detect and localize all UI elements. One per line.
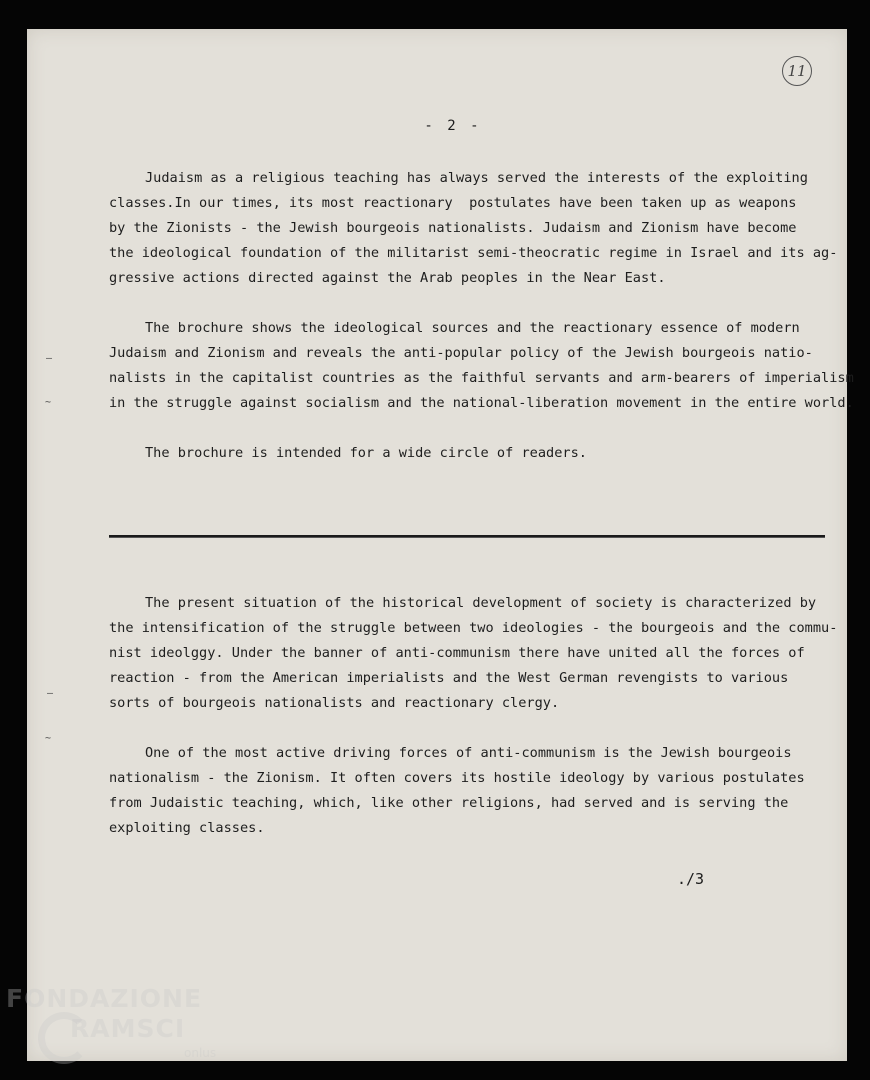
archive-page-number-stamp: 11 — [782, 56, 812, 86]
watermark-line: RAMSCI — [70, 1014, 186, 1043]
text-line: reaction - from the American imperialists and the West German revengists to various — [109, 670, 789, 686]
text-line: gressive actions directed against the Arab peoples in the Near East. — [109, 270, 666, 286]
paragraph-present-situation — [109, 591, 837, 716]
margin-mark: ‒ — [46, 353, 53, 364]
paragraph-driving-forces — [109, 741, 805, 841]
text-line: in the struggle against socialism and the national-liberation movement in the entire world. — [109, 395, 854, 411]
text-line: from Judaistic teaching, which, like other religions, had served and is serving the — [109, 795, 789, 811]
watermark-line: FONDAZIONE — [6, 984, 203, 1013]
margin-mark: ~ — [45, 733, 52, 744]
margin-mark: ‒ — [47, 688, 54, 699]
paragraph-intended-audience — [109, 441, 587, 466]
paragraph-judaism-summary — [109, 166, 837, 291]
page-number: - 2 - — [424, 118, 482, 134]
continuation-marker: ./3 — [677, 870, 705, 888]
text-line: nalists in the capitalist countries as the faithful servants and arm-bearers of imperialism — [109, 370, 854, 386]
text-line: The present situation of the historical development of society is characterized by — [145, 595, 817, 611]
watermark-line: onlus — [184, 1046, 217, 1060]
text-line: classes.In our times, its most reactionary postulates have been taken up as weapons — [109, 195, 797, 211]
margin-mark: ~ — [45, 397, 52, 408]
text-line: The brochure is intended for a wide circle of readers. — [145, 445, 587, 461]
text-line: Judaism and Zionism and reveals the anti-popular policy of the Jewish bourgeois natio- — [109, 345, 813, 361]
section-divider — [109, 535, 825, 538]
paragraph-brochure-description — [109, 316, 854, 416]
text-line: the ideological foundation of the militarist semi-theocratic regime in Israel and its ag- — [109, 245, 838, 261]
text-line: One of the most active driving forces of anti-communism is the Jewish bourgeois — [145, 745, 792, 761]
fondazione-gramsci-watermark — [6, 984, 226, 1074]
text-line: by the Zionists - the Jewish bourgeois nationalists. Judaism and Zionism have become — [109, 220, 797, 236]
text-line: nist ideolggy. Under the banner of anti-communism there have united all the forces of — [109, 645, 805, 661]
text-line: exploiting classes. — [109, 820, 265, 836]
text-line: The brochure shows the ideological sources and the reactionary essence of modern — [145, 320, 800, 336]
text-line: nationalism - the Zionism. It often covers its hostile ideology by various postulates — [109, 770, 805, 786]
text-line: Judaism as a religious teaching has always served the interests of the exploiting — [145, 170, 808, 186]
text-line: the intensification of the struggle between two ideologies - the bourgeois and the commu- — [109, 620, 838, 636]
text-line: sorts of bourgeois nationalists and reactionary clergy. — [109, 695, 560, 711]
